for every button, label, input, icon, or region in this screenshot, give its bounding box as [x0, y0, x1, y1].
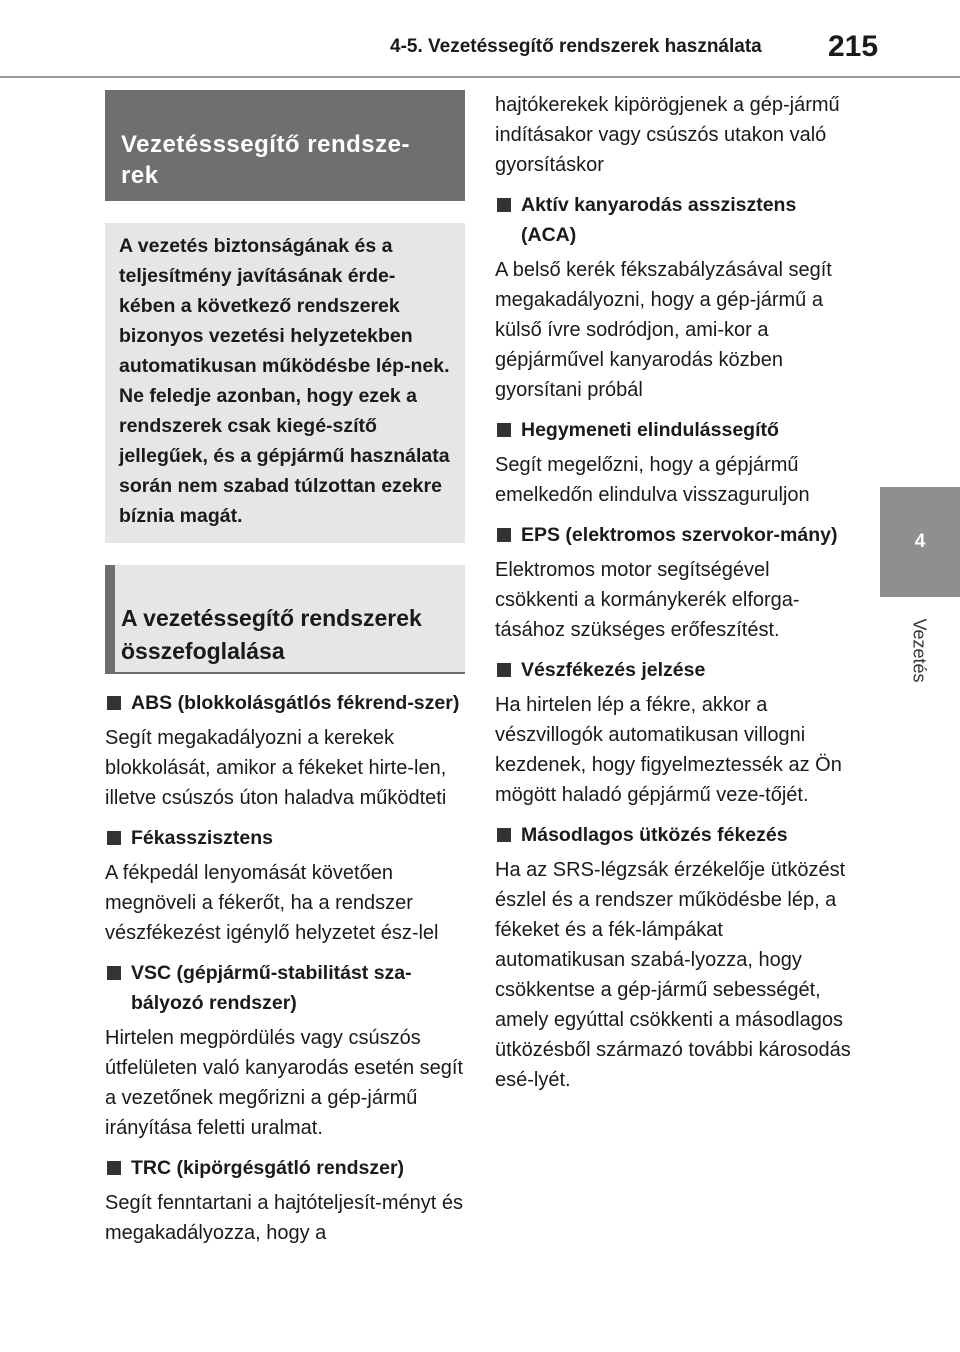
item-title: Vészfékezés jelzése	[521, 659, 706, 681]
item-body-secondary-collision: Ha az SRS-légzsák érzékelője ütközést észlel és a rendszer működésbe lép, a fékeket és a fék-lámpákat automatikusan szabá-lyozza, hogy csökkentse a gép-jármű sebességét, amely egyúttal csökkenti a másodlagos ütközésből származó további károsodás esé-lyét.	[495, 859, 851, 1091]
item-title: TRC (kipörgésgátló rendszer)	[131, 1157, 405, 1179]
page-number: 215	[828, 30, 879, 63]
item-body-vsc: Hirtelen megpördülés vagy csúszós útfelületen való kanyarodás esetén segít a vezetőnek megőrizni a gép-jármű irányítása feletti uralmat.	[105, 1027, 464, 1139]
item-title: ABS (blokkolásgátlós fékrend-szer)	[131, 692, 460, 714]
item-title-abs	[105, 688, 465, 718]
item-title-emergency-signal	[495, 655, 855, 685]
header-divider	[0, 76, 960, 78]
square-bullet-icon	[497, 423, 511, 437]
item-title-brake-assist	[105, 823, 465, 853]
section-heading-text: Vezetésssegítő rendsze- rek	[121, 131, 410, 189]
item-title: EPS (elektromos szervokor-mány)	[521, 524, 838, 546]
item-title-hill-start	[495, 415, 855, 445]
continuation-text: hajtókerekek kipörögjenek a gép-jármű indításakor vagy csúszós utakon való gyorsításkor	[495, 94, 840, 176]
chapter-number: 4	[914, 531, 926, 552]
section-heading-systems	[105, 90, 465, 201]
square-bullet-icon	[497, 663, 511, 677]
item-title: Fékasszisztens	[131, 827, 273, 849]
item-title-aca	[495, 190, 855, 250]
item-title: Hegymeneti elindulássegítő	[521, 419, 779, 441]
item-body-trc: Segít fenntartani a hajtóteljesít-ményt és megakadályozza, hogy a	[105, 1192, 463, 1244]
item-body-abs: Segít megakadályozni a kerekek blokkolását, amikor a fékeket hirte-len, illetve csúszós úton haladva működteti	[105, 727, 447, 809]
chapter-tab	[880, 487, 960, 597]
right-column	[495, 90, 855, 1095]
square-bullet-icon	[107, 831, 121, 845]
item-body-brake-assist: A fékpedál lenyomását követően megnöveli a fékerőt, ha a rendszer vészfékezést igénylő helyzetet ész-lel	[105, 862, 439, 944]
item-title-vsc	[105, 958, 465, 1018]
square-bullet-icon	[497, 198, 511, 212]
running-header-title: 4-5. Vezetéssegítő rendszerek használata	[390, 36, 762, 57]
item-body-emergency-signal: Ha hirtelen lép a fékre, akkor a vészvillogók automatikusan villogni kezdenek, hogy figyelmeztessék az Ön mögött haladó gépjármű veze-tőjét.	[495, 694, 842, 806]
item-body-hill-start: Segít megelőzni, hogy a gépjármű emelkedőn elindulva visszaguruljon	[495, 454, 810, 506]
item-body-eps: Elektromos motor segítségével csökkenti a kormánykerék elforga-tásához szükséges erőfeszítést.	[495, 559, 800, 641]
item-title-secondary-collision	[495, 820, 855, 850]
chapter-label	[904, 605, 934, 695]
intro-box	[105, 223, 465, 543]
square-bullet-icon	[497, 828, 511, 842]
item-title: Másodlagos ütközés fékezés	[521, 824, 788, 846]
square-bullet-icon	[107, 1161, 121, 1175]
item-title-trc	[105, 1153, 465, 1183]
item-title-eps	[495, 520, 855, 550]
section-heading-summary	[105, 565, 465, 674]
item-title: VSC (gépjármű-stabilitást sza-bályozó rendszer)	[131, 962, 412, 1014]
square-bullet-icon	[107, 696, 121, 710]
summary-heading-text: A vezetéssegítő rendszerek összefoglalása	[121, 605, 422, 664]
item-body-aca: A belső kerék fékszabályzásával segít megakadályozni, hogy a gép-jármű a külső ívre sodródjon, ami-kor a gépjárművel kanyarodás közben gyorsítani próbál	[495, 259, 832, 401]
left-column	[105, 90, 465, 1248]
square-bullet-icon	[497, 528, 511, 542]
square-bullet-icon	[107, 966, 121, 980]
chapter-name: Vezetés	[909, 617, 930, 683]
item-title: Aktív kanyarodás asszisztens (ACA)	[521, 194, 797, 246]
intro-text: A vezetés biztonságának és a teljesítmény javításának érde-kében a következő rendszerek bizonyos vezetési helyzetekben automatikusan működésbe lép-nek. Ne feledje azonban, hogy ezek a rendszerek csak kiegé-szítő jellegűek, és a gépjármű használata során nem szabad túlzottan ezekre bíznia magát.	[119, 235, 450, 527]
